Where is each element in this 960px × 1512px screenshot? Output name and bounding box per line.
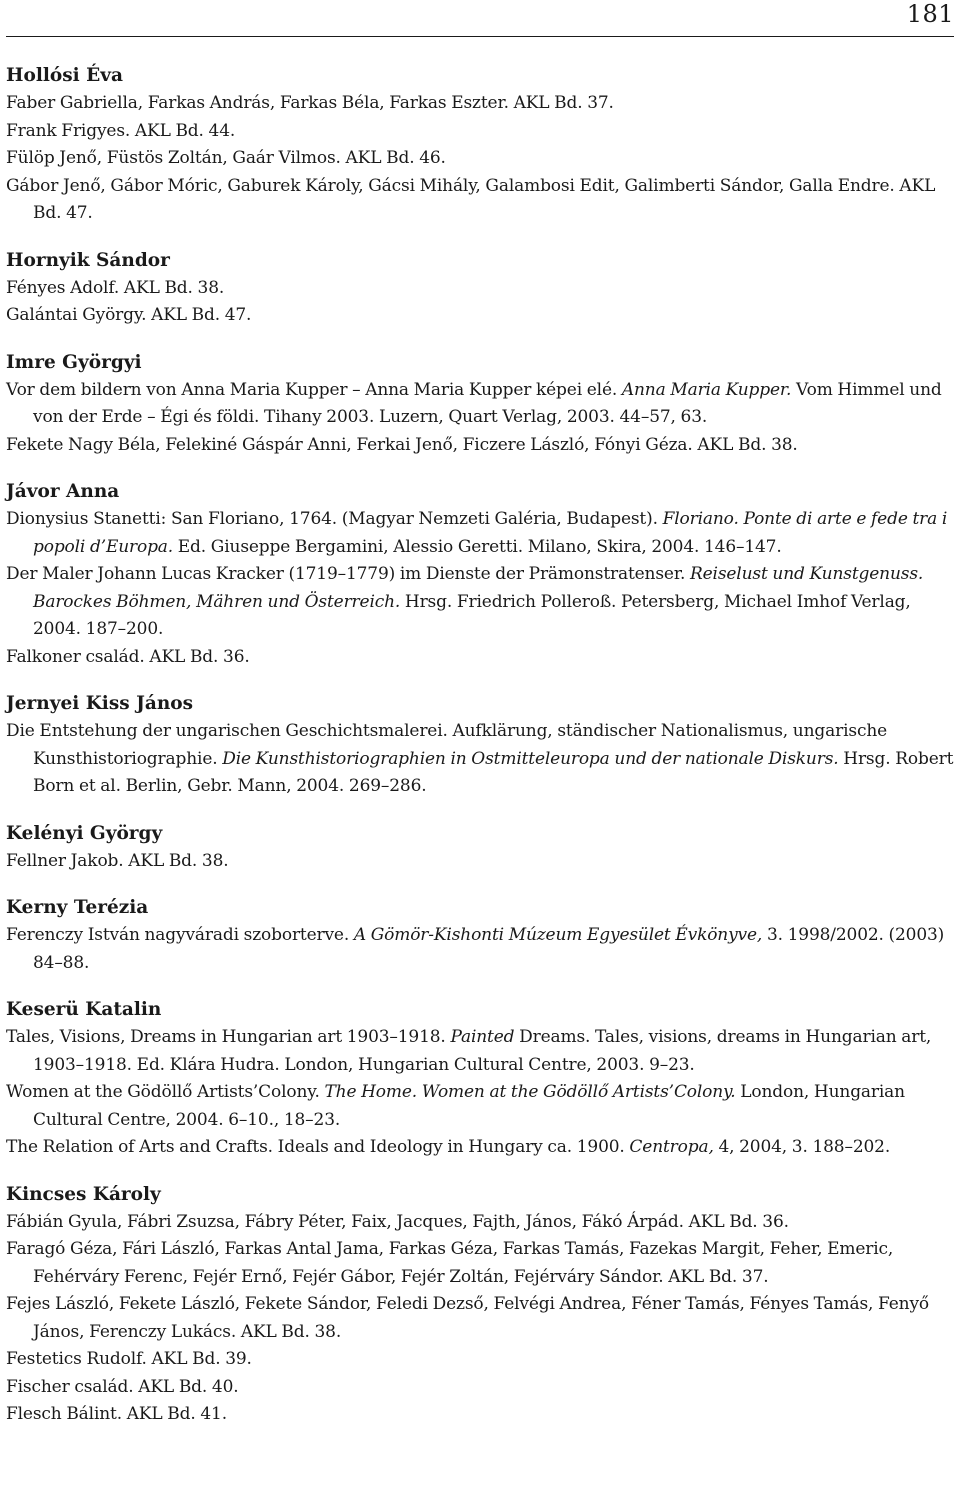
bibliography-entry	[6, 922, 960, 977]
bibliography-entry	[6, 1236, 960, 1291]
bibliography-entry	[6, 561, 960, 644]
entry-text: 3. 1998/2002. (2003) 84–88.	[33, 925, 945, 973]
entry-text: Vom Himmel und von der Erde – Égi és földi. Tihany 2003. Luzern, Quart Verlag, 2003. 44–57, 63.	[33, 379, 942, 427]
entry-text: Dionysius Stanetti: San Floriano, 1764. (Magyar Nemzeti Galéria, Budapest).	[6, 509, 663, 529]
entry-text: Festetics Rudolf. AKL Bd. 39.	[6, 1349, 252, 1369]
entry-title-italic: Die Kunsthistoriographien in Ostmitteleuropa und der nationale Diskurs.	[222, 748, 839, 769]
entry-text: Frank Frigyes. AKL Bd. 44.	[6, 120, 236, 141]
entry-text: Women at the Gödöllő Artists’Colony.	[6, 1082, 325, 1102]
entry-text: 4, 2004, 3. 188–202.	[713, 1137, 891, 1157]
bibliography-entry	[6, 432, 960, 460]
bibliography-entry	[6, 1401, 960, 1429]
entry-text: The Relation of Arts and Crafts. Ideals and Ideology in Hungary ca. 1900.	[6, 1137, 630, 1157]
bibliography-entry	[6, 377, 960, 432]
entry-text: Der Maler Johann Lucas Kracker (1719–1779) im Dienste der Prämonstratenser.	[6, 564, 690, 584]
entry-title-italic: Anna Maria Kupper.	[621, 379, 792, 400]
entry-text: Ferenczy István nagyváradi szoborterve.	[6, 925, 354, 945]
entry-text: Fejes László, Fekete László, Fekete Sándor, Feledi Dezső, Felvégi Andrea, Féner Tamás, Fényes Tamás, Fenyő János, Ferenczy Lukács. AKL Bd. 38.	[6, 1294, 930, 1342]
entry-text: Fényes Adolf. AKL Bd. 38.	[6, 277, 225, 298]
entry-title-italic: A Gömör-Kishonti Múzeum Egyesület Évkönyve,	[353, 925, 763, 945]
bibliography-entry	[6, 275, 960, 303]
author-heading: Hollósi Éva	[6, 65, 123, 86]
bibliography-entry	[6, 1079, 960, 1134]
bibliography-entry	[6, 173, 960, 228]
bibliography-entry	[6, 1024, 960, 1079]
entry-text: Hrsg. Friedrich Polleroß. Petersberg, Michael Imhof Verlag, 2004. 187–200.	[33, 591, 911, 639]
bibliography-entry	[6, 90, 960, 118]
bibliography-entry	[6, 1134, 960, 1162]
entry-text: Fekete Nagy Béla, Felekiné Gáspár Anni, Ferkai Jenő, Ficzere László, Fónyi Géza. AKL Bd. 38.	[6, 434, 798, 455]
bibliography-entry	[6, 644, 960, 672]
entry-text: Fábián Gyula, Fábri Zsuzsa, Fábry Péter, Faix, Jacques, Fajth, János, Fákó Árpád. AKL Bd. 36.	[6, 1211, 789, 1232]
entry-text: London, Hungarian Cultural Centre, 2004. 6–10., 18–23.	[33, 1082, 905, 1130]
entry-text: Falkoner család. AKL Bd. 36.	[6, 646, 250, 667]
entry-text: Faragó Géza, Fári László, Farkas Antal Jama, Farkas Géza, Farkas Tamás, Fazekas Margit, Feher, Emeric, Fehérváry Ferenc, Fejér Ernő, Fejér Gábor, Fejér Zoltán, Fejérváry Sándor. AKL Bd. 37.	[6, 1239, 894, 1287]
entry-text: Fülöp Jenő, Füstös Zoltán, Gaár Vilmos. AKL Bd. 46.	[6, 148, 446, 168]
entry-text: Hrsg. Robert Born et al. Berlin, Gebr. Mann, 2004. 269–286.	[33, 748, 954, 796]
author-heading: Kelényi György	[6, 822, 163, 844]
entry-text: Dreams. Tales, visions, dreams in Hungarian art, 1903–1918. Ed. Klára Hudra. London, Hungarian Cultural Centre, 2003. 9–23.	[33, 1027, 932, 1075]
page-number: 181	[906, 0, 954, 28]
bibliography-entry	[6, 506, 960, 561]
entry-text: Vor dem bildern von Anna Maria Kupper – Anna Maria Kupper képei elé.	[6, 379, 622, 400]
author-heading: Jernyei Kiss János	[6, 693, 194, 714]
author-heading: Hornyik Sándor	[6, 249, 170, 271]
entry-text: Galántai György. AKL Bd. 47.	[6, 305, 252, 325]
author-heading: Keserü Katalin	[6, 999, 162, 1020]
entry-text: Flesch Bálint. AKL Bd. 41.	[6, 1404, 227, 1424]
entry-text: Tales, Visions, Dreams in Hungarian art 1903–1918.	[6, 1027, 451, 1047]
author-heading: Jávor Anna	[6, 481, 120, 502]
bibliography-body	[6, 62, 960, 1429]
bibliography-entry	[6, 1374, 960, 1402]
header-rule	[6, 36, 954, 37]
author-heading: Kerny Terézia	[6, 897, 149, 918]
bibliography-entry	[6, 302, 960, 330]
entry-text: Fischer család. AKL Bd. 40.	[6, 1376, 239, 1397]
bibliography-entry	[6, 848, 960, 876]
entry-text: Fellner Jakob. AKL Bd. 38.	[6, 850, 229, 871]
entry-title-italic: Reiselust und Kunstgenuss. Barockes Böhmen, Mähren und Österreich.	[33, 564, 924, 612]
author-heading: Kincses Károly	[6, 1183, 161, 1205]
author-heading: Imre Györgyi	[6, 351, 142, 373]
entry-text: Ed. Giuseppe Bergamini, Alessio Geretti. Milano, Skira, 2004. 146–147.	[173, 536, 782, 557]
entry-text: Faber Gabriella, Farkas András, Farkas Béla, Farkas Eszter. AKL Bd. 37.	[6, 93, 614, 113]
entry-text: Gábor Jenő, Gábor Móric, Gaburek Károly, Gácsi Mihály, Galambosi Edit, Galimberti Sándor, Galla Endre. AKL Bd. 47.	[6, 175, 936, 223]
entry-title-italic: Centropa,	[629, 1137, 714, 1157]
entry-text: Die Entstehung der ungarischen Geschichtsmalerei. Aufklärung, ständischer Nationalismus, ungarische Kunsthistoriographie.	[6, 721, 888, 769]
entry-title-italic: Floriano. Ponte di arte e fede tra i popoli d’Europa.	[33, 509, 948, 557]
bibliography-entry	[6, 1346, 960, 1374]
bibliography-entry	[6, 718, 960, 801]
bibliography-entry	[6, 118, 960, 146]
bibliography-entry	[6, 145, 960, 173]
entry-title-italic: Painted	[450, 1027, 515, 1047]
entry-title-italic: The Home. Women at the Gödöllő Artists’Colony.	[324, 1082, 736, 1102]
bibliography-entry	[6, 1291, 960, 1346]
bibliography-entry	[6, 1209, 960, 1237]
